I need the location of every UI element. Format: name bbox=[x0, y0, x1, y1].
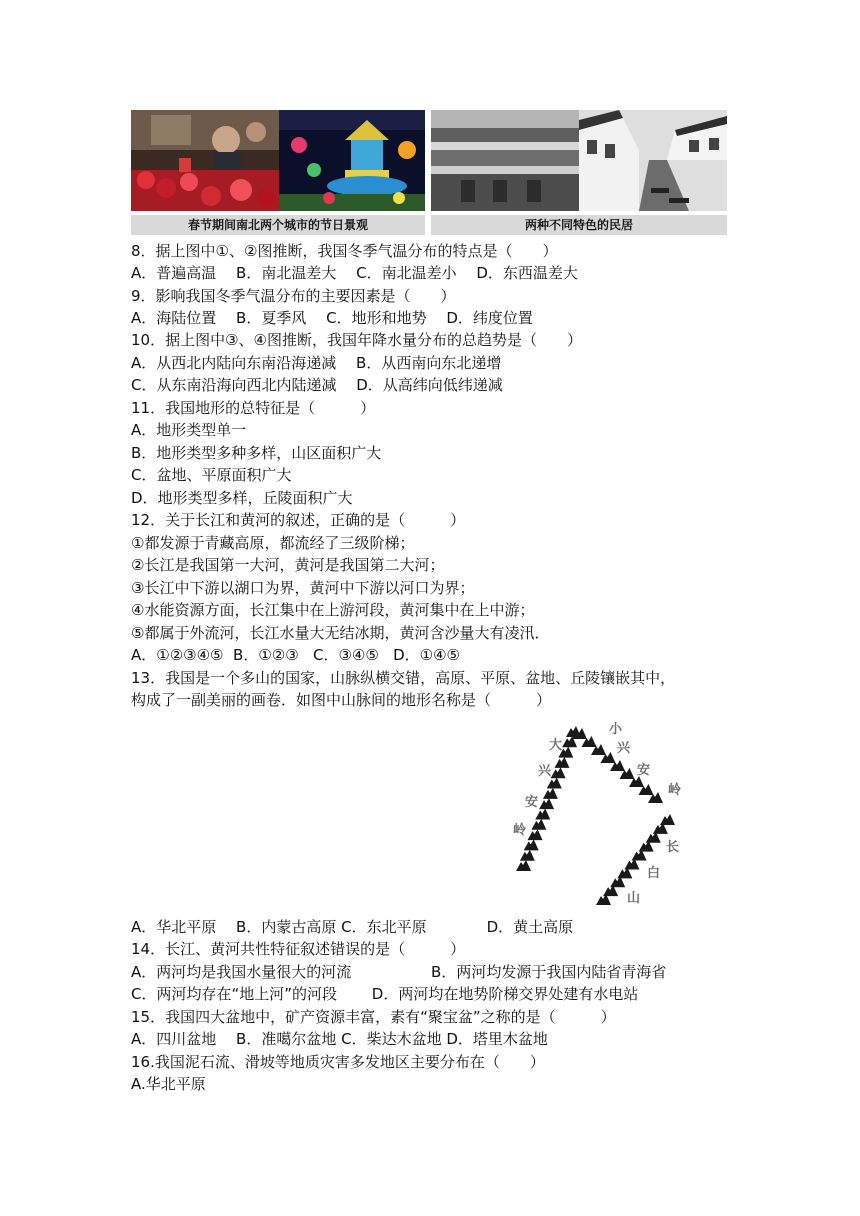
q12-options: A．①②③④⑤ B．①②③ C．③④⑤ D．①④⑤ bbox=[131, 646, 460, 664]
daxinganling-mountain-icon bbox=[535, 808, 550, 819]
label-daxing-1: 大 bbox=[549, 738, 563, 753]
changbaishan-mountain-icon bbox=[660, 814, 675, 825]
daxinganling-mountain-icon bbox=[520, 850, 535, 861]
q11-option-c: C．盆地、平原面积广大 bbox=[131, 466, 292, 484]
daxinganling-mountain-icon bbox=[528, 829, 543, 840]
q16-option-a: A.华北平原 bbox=[131, 1075, 206, 1093]
q13-stem-2: 构成了一副美丽的画卷．如图中山脉间的地形名称是（ ） bbox=[131, 691, 552, 709]
label-xiaoxing-2: 兴 bbox=[617, 741, 631, 756]
photo-strip bbox=[131, 110, 727, 236]
q12-statement-4: ④水能资源方面，长江集中在上游河段，黄河集中在上中游； bbox=[131, 601, 535, 619]
daxinganling-mountain-icon bbox=[547, 778, 562, 789]
q11-option-d: D．地形类型多样，丘陵面积广大 bbox=[131, 489, 353, 507]
q16-stem: 16.我国泥石流、滑坡等地质灾害多发地区主要分布在（ ） bbox=[131, 1053, 545, 1071]
label-changbai-2: 白 bbox=[647, 866, 661, 881]
q14-options-1: A．两河均是我国水量很大的河流 B．两河均发源于我国内陆省青海省 bbox=[131, 963, 667, 981]
q12-stem: 12．关于长江和黄河的叙述，正确的是（ ） bbox=[131, 511, 466, 529]
q14-options-2: C．两河均存在“地上河”的河段 D．两河均在地势阶梯交界处建有水电站 bbox=[131, 985, 639, 1003]
q11-option-a: A．地形类型单一 bbox=[131, 421, 247, 439]
photo-caption-houses: 两种不同特色的民居 bbox=[431, 215, 727, 235]
label-daxing-4: 岭 bbox=[513, 823, 527, 838]
label-daxing-3: 安 bbox=[525, 795, 539, 810]
photo-northern-houses bbox=[431, 110, 579, 211]
label-xiaoxing-1: 小 bbox=[609, 722, 623, 737]
mountain-range-svg bbox=[505, 716, 695, 912]
label-changbai-3: 山 bbox=[627, 891, 641, 906]
q12-statement-1: ①都发源于青藏高原，都流经了三级阶梯； bbox=[131, 534, 415, 552]
label-xiaoxing-4: 岭 bbox=[668, 783, 682, 798]
q8-stem: 8．据上图中①、②图推断，我国冬季气温分布的特点是（ ） bbox=[131, 242, 558, 260]
label-xiaoxing-3: 安 bbox=[637, 763, 651, 778]
q12-statement-2: ②长江是我国第一大河，黄河是我国第二大河； bbox=[131, 556, 445, 574]
photo-southern-canal bbox=[579, 110, 727, 211]
q12-statement-3: ③长江中下游以湖口为界，黄河中下游以河口为界； bbox=[131, 579, 475, 597]
label-changbai-1: 长 bbox=[666, 840, 680, 855]
photo-lantern-festival bbox=[279, 110, 425, 211]
q10-stem: 10．据上图中③、④图推断，我国年降水量分布的总趋势是（ ） bbox=[131, 331, 582, 349]
q11-stem: 11．我国地形的总特征是（ ） bbox=[131, 399, 376, 417]
daxinganling-mountain-icon bbox=[531, 819, 546, 830]
q14-stem: 14．长江、黄河共性特征叙述错误的是（ ） bbox=[131, 940, 466, 958]
q13-options: A．华北平原 B．内蒙古高原 C．东北平原 D．黄土高原 bbox=[131, 918, 574, 936]
q9-options: A．海陆位置 B．夏季风 C．地形和地势 D．纬度位置 bbox=[131, 309, 533, 327]
q11-option-b: B．地形类型多种多样，山区面积广大 bbox=[131, 444, 382, 462]
daxinganling-mountain-icon bbox=[539, 798, 554, 809]
label-daxing-2: 兴 bbox=[538, 764, 552, 779]
q8-options: A．普遍高温 B．南北温差大 C．南北温差小 D．东西温差大 bbox=[131, 264, 578, 282]
daxinganling-mountain-icon bbox=[551, 767, 566, 778]
photo-flower-market bbox=[131, 110, 279, 211]
q9-stem: 9．影响我国冬季气温分布的主要因素是（ ） bbox=[131, 287, 456, 305]
q10-options-1: A．从西北内陆向东南沿海递减 B．从西南向东北递增 bbox=[131, 354, 502, 372]
daxinganling-mountain-icon bbox=[543, 788, 558, 799]
daxinganling-mountain-icon bbox=[554, 757, 569, 768]
q15-stem: 15．我国四大盆地中，矿产资源丰富，素有“聚宝盆”之称的是（ ） bbox=[131, 1008, 616, 1026]
photo-caption-festival: 春节期间南北两个城市的节日景观 bbox=[131, 215, 425, 235]
q10-options-2: C．从东南沿海向西北内陆递减 D．从高纬向低纬递减 bbox=[131, 376, 503, 394]
q13-stem-1: 13．我国是一个多山的国家，山脉纵横交错，高原、平原、盆地、丘陵镶嵌其中， bbox=[131, 669, 676, 687]
mountain-range-map bbox=[505, 716, 695, 912]
daxinganling-mountain-icon bbox=[516, 860, 531, 871]
q12-statement-5: ⑤都属于外流河，长江水量大无结冰期，黄河含沙量大有凌汛． bbox=[131, 624, 550, 642]
q15-options: A．四川盆地 B．准噶尔盆地 C．柴达木盆地 D．塔里木盆地 bbox=[131, 1030, 548, 1048]
daxinganling-mountain-icon bbox=[524, 839, 539, 850]
